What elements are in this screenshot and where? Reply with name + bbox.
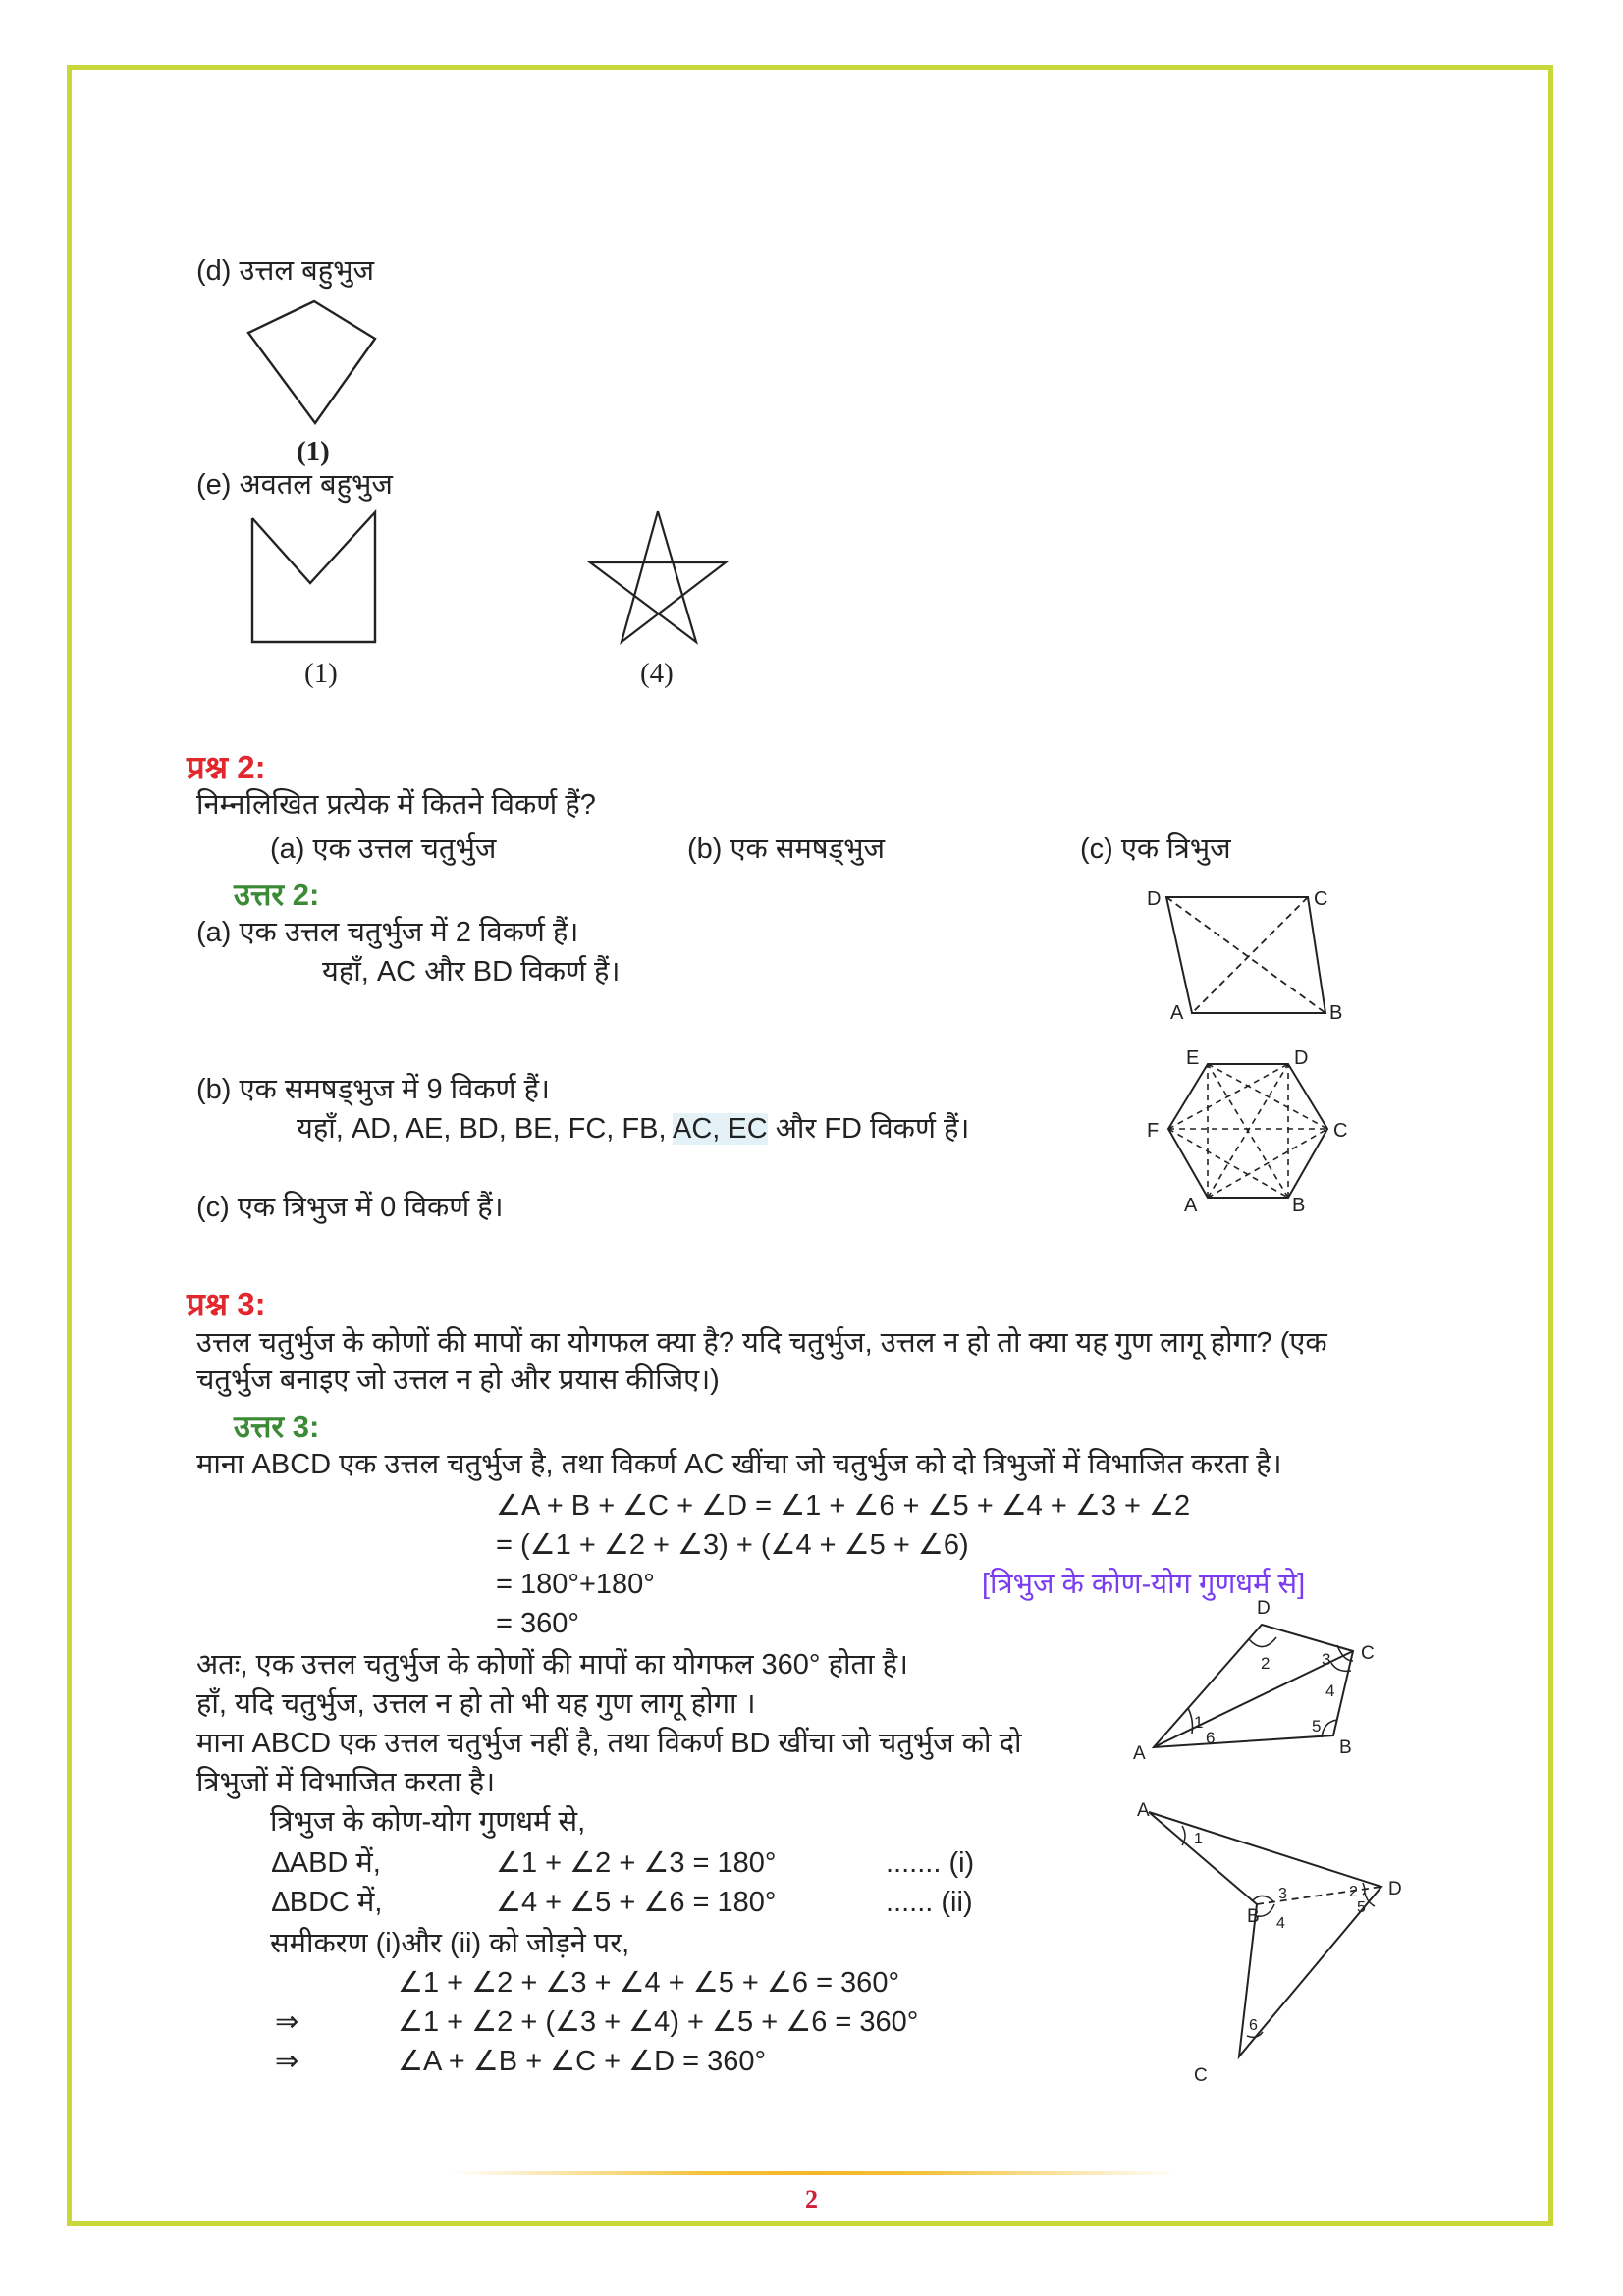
- question-2-heading: प्रश्न 2:: [187, 749, 266, 785]
- svg-text:C: C: [1314, 888, 1328, 910]
- answer-2c: (c) एक त्रिभुज में 0 विकर्ण हैं।: [196, 1192, 504, 1223]
- answer-2-heading: उत्तर 2:: [234, 878, 320, 912]
- svg-text:E: E: [1186, 1047, 1200, 1069]
- equation-line: ∠A + B + ∠C + ∠D = ∠1 + ∠6 + ∠5 + ∠4 + ∠3 + ∠2: [496, 1490, 1191, 1522]
- option-a: (a) एक उत्तल चतुर्भुज: [270, 833, 497, 865]
- adding-equations-text: समीकरण (i)और (ii) को जोड़ने पर,: [270, 1928, 630, 1959]
- answer-2a-line1: (a) एक उत्तल चतुर्भुज में 2 विकर्ण हैं।: [196, 917, 579, 948]
- triangle-bdc-label: ∆BDC में,: [272, 1887, 383, 1918]
- svg-text:C: C: [1333, 1120, 1348, 1142]
- kite-figure: [245, 299, 383, 427]
- svg-text:3: 3: [1278, 1886, 1287, 1902]
- svg-text:D: D: [1294, 1047, 1309, 1069]
- svg-text:2: 2: [1261, 1654, 1271, 1673]
- question-3-heading: प्रश्न 3:: [187, 1286, 266, 1322]
- convex-quadrilateral-figure: [1129, 1598, 1384, 1764]
- question-3-line1: उत्तल चतुर्भुज के कोणों की मापों का योगफल क्या है? यदि चतुर्भुज, उत्तल न हो तो क्या यह गुण लागू होगा? (एक: [196, 1327, 1327, 1359]
- sum-equation: ∠A + ∠B + ∠C + ∠D = 360°: [398, 2046, 767, 2077]
- svg-text:B: B: [1339, 1737, 1352, 1758]
- answer-3-heading: उत्तर 3:: [234, 1410, 320, 1444]
- conclusion-line2: हाँ, यदि चतुर्भुज, उत्तल न हो तो भी यह गुण लागू होगा ।: [196, 1688, 756, 1720]
- option-b: (b) एक समषड्भुज: [687, 833, 885, 865]
- answer-2b-line2: यहाँ, AD, AE, BD, BE, FC, FB, AC, EC और FD विकर्ण हैं।: [297, 1113, 970, 1145]
- figure-caption: (1): [297, 436, 330, 467]
- implies-arrow: ⇒: [275, 2046, 299, 2077]
- triangle-abd-label: ∆ABD में,: [272, 1847, 381, 1879]
- figure-caption: (4): [640, 658, 674, 689]
- implies-arrow: ⇒: [275, 2006, 299, 2038]
- question-3-line2: चतुर्भुज बनाइए जो उत्तल न हो और प्रयास कीजिए।): [196, 1364, 720, 1396]
- answer-2a-line2: यहाँ, AC और BD विकर्ण हैं।: [322, 956, 621, 988]
- svg-text:B: B: [1329, 1002, 1343, 1024]
- svg-text:1: 1: [1194, 1713, 1204, 1732]
- question-2-text: निम्नलिखित प्रत्येक में कितने विकर्ण हैं?: [196, 789, 596, 821]
- svg-text:1: 1: [1194, 1831, 1203, 1847]
- angle-sum-property: त्रिभुज के कोण-योग गुणधर्म से,: [270, 1806, 586, 1838]
- svg-text:D: D: [1257, 1598, 1271, 1619]
- svg-text:F: F: [1147, 1120, 1160, 1142]
- svg-text:6: 6: [1206, 1729, 1216, 1747]
- svg-text:A: A: [1133, 1743, 1146, 1764]
- sum-equation: ∠1 + ∠2 + (∠3 + ∠4) + ∠5 + ∠6 = 360°: [398, 2006, 919, 2038]
- svg-text:5: 5: [1357, 1899, 1366, 1916]
- page-number: 2: [805, 2185, 818, 2214]
- concave-quadrilateral-figure: [1119, 1796, 1434, 2086]
- svg-text:B: B: [1292, 1195, 1306, 1216]
- svg-text:A: A: [1184, 1195, 1198, 1216]
- hexagon-diagonals-figure: [1139, 1042, 1375, 1219]
- conclusion-line1: अतः, एक उत्तल चतुर्भुज के कोणों की मापों का योगफल 360° होता है।: [196, 1649, 908, 1681]
- svg-text:3: 3: [1322, 1650, 1331, 1669]
- equation-line: = 180°+180°: [496, 1569, 655, 1600]
- answer-3-para2-line2: त्रिभुजों में विभाजित करता है।: [196, 1767, 496, 1798]
- concave-polygon-label: (e) अवतल बहुभुज: [196, 469, 393, 501]
- svg-text:5: 5: [1312, 1717, 1322, 1735]
- svg-text:A: A: [1137, 1800, 1150, 1821]
- svg-text:4: 4: [1325, 1682, 1335, 1700]
- svg-text:6: 6: [1249, 2017, 1258, 2034]
- property-note: [त्रिभुज के कोण-योग गुणधर्म से]: [982, 1569, 1306, 1600]
- figure-caption: (1): [304, 658, 338, 689]
- footer-divider: [452, 2171, 1178, 2175]
- equation-ref-ii: ...... (ii): [886, 1887, 973, 1918]
- option-c: (c) एक त्रिभुज: [1080, 833, 1231, 865]
- notched-square-figure: [247, 508, 400, 646]
- svg-text:2: 2: [1349, 1884, 1358, 1900]
- equation-ref-i: ....... (i): [886, 1847, 975, 1879]
- svg-text:B: B: [1247, 1906, 1260, 1927]
- answer-3-para2-line1: माना ABCD एक उत्तल चतुर्भुज नहीं है, तथा विकर्ण BD खींचा जो चतुर्भुज को दो: [196, 1728, 1022, 1759]
- vertex-label: D: [1147, 888, 1162, 910]
- answer-3-para1: माना ABCD एक उत्तल चतुर्भुज है, तथा विकर्ण AC खींचा जो चतुर्भुज को दो त्रिभुजों में विभाजित करता है।: [196, 1449, 1282, 1480]
- svg-text:4: 4: [1276, 1915, 1285, 1932]
- svg-text:C: C: [1194, 2065, 1208, 2086]
- quadrilateral-diagonals-figure: [1139, 883, 1365, 1024]
- triangle-bdc-equation: ∠4 + ∠5 + ∠6 = 180°: [496, 1887, 777, 1918]
- svg-text:D: D: [1388, 1879, 1402, 1899]
- equation-line: = 360°: [496, 1608, 579, 1639]
- pentagram-figure: [585, 508, 732, 646]
- answer-2b-line1: (b) एक समषड्भुज में 9 विकर्ण हैं।: [196, 1074, 550, 1105]
- triangle-abd-equation: ∠1 + ∠2 + ∠3 = 180°: [496, 1847, 777, 1879]
- equation-line: = (∠1 + ∠2 + ∠3) + (∠4 + ∠5 + ∠6): [496, 1529, 969, 1561]
- convex-polygon-label: (d) उत्तल बहुभुज: [196, 255, 375, 287]
- svg-text:A: A: [1170, 1002, 1184, 1024]
- svg-text:C: C: [1361, 1643, 1375, 1664]
- sum-equation: ∠1 + ∠2 + ∠3 + ∠4 + ∠5 + ∠6 = 360°: [398, 1967, 900, 1999]
